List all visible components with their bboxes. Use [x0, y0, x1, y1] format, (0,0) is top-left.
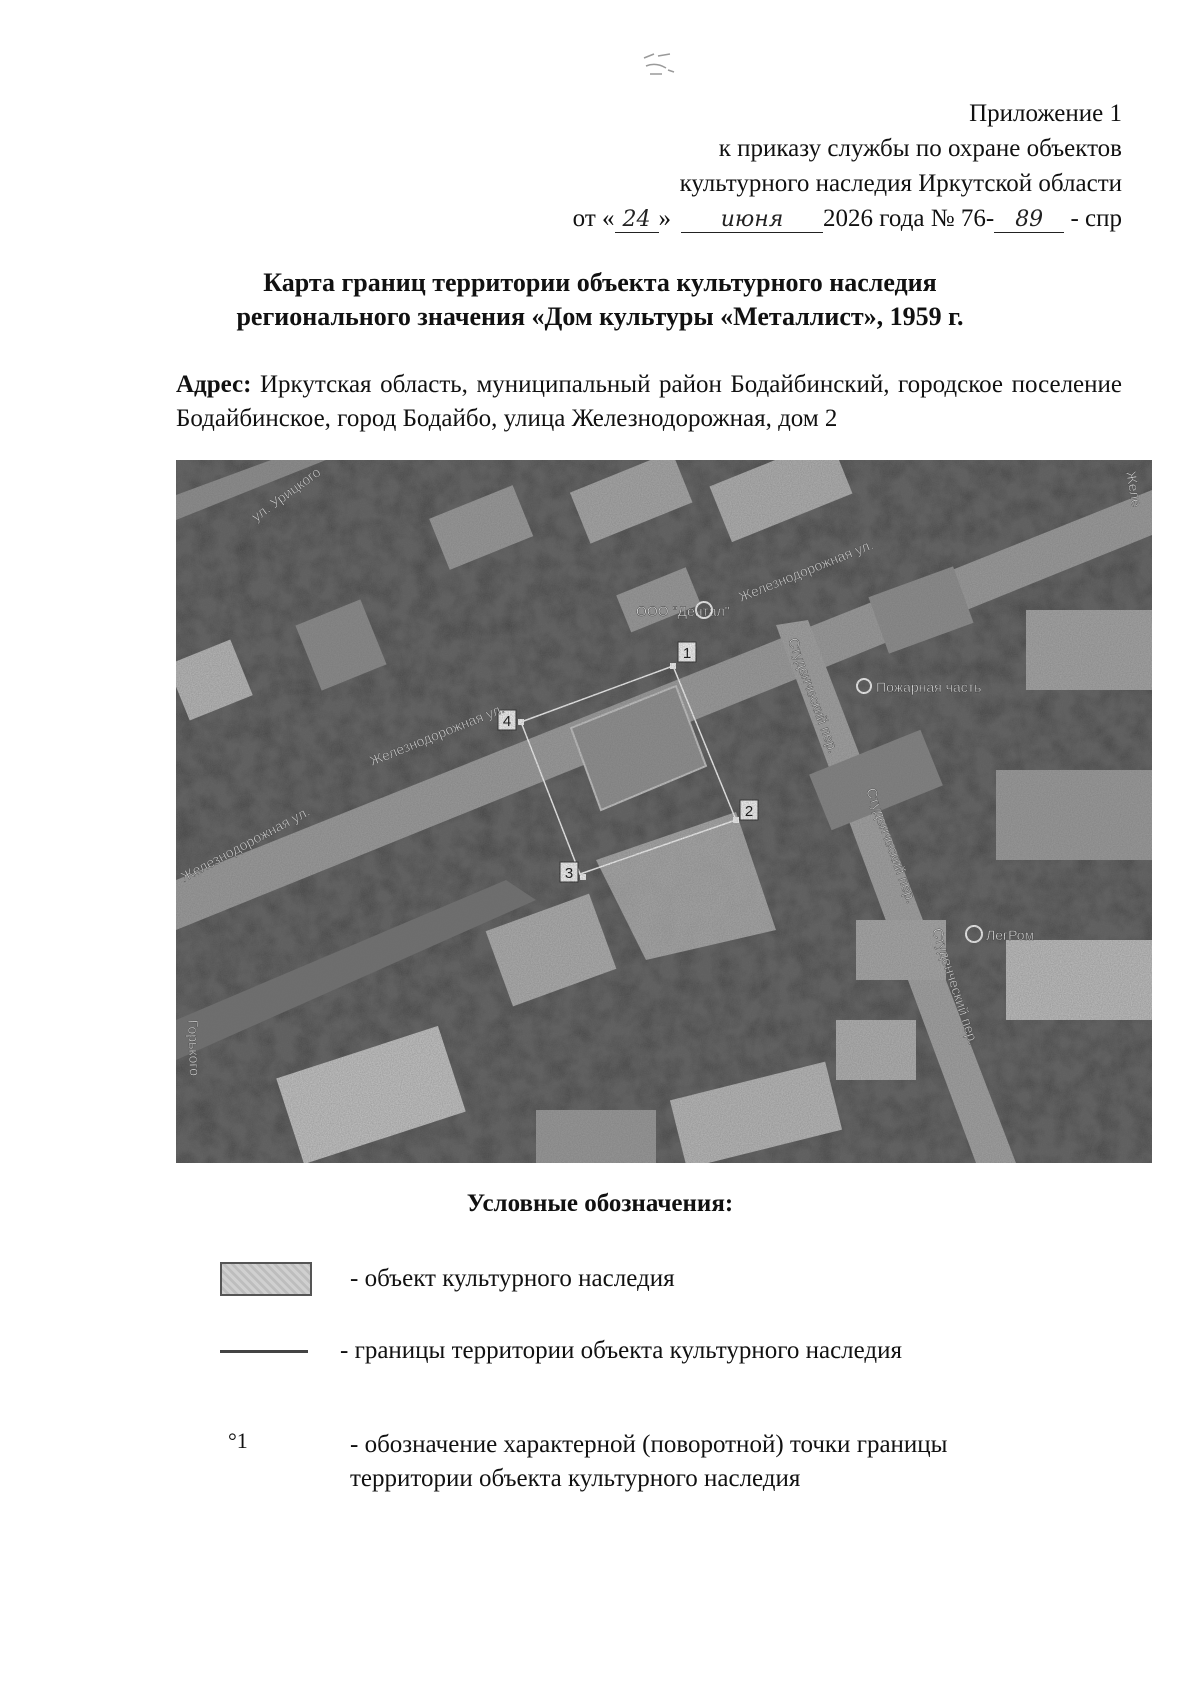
authority-line: культурного наследия Иркутской области — [679, 170, 1122, 197]
legend-title: Условные обозначения: — [466, 1190, 734, 1217]
address-label: Адрес: — [176, 371, 252, 398]
handwritten-day: 24 — [615, 208, 659, 233]
legend-item-object: - объект культурного наследия — [220, 1262, 1140, 1302]
handwritten-order-number: 89 — [994, 208, 1064, 233]
address-text: Иркутская область, муниципальный район Бодайбинский, городское поселение Бодайбинское, город Бодайбо, улица Железнодорожная, дом 2 — [176, 371, 1123, 432]
legend-item-point: °1 - обозначение характерной (поворотной) точки границы территории объекта культурного наследия — [220, 1424, 1140, 1504]
heritage-object-swatch — [220, 1262, 312, 1296]
order-reference-line: к приказу службы по охране объектов — [718, 135, 1122, 162]
satellite-map — [176, 460, 1152, 1163]
handwritten-month: июня — [681, 208, 823, 233]
address-paragraph — [176, 368, 1122, 436]
document-header — [573, 96, 1122, 236]
boundary-line-swatch — [220, 1350, 308, 1353]
order-date-line: от « 24 » июня 2026 года № 76- 89 - спр — [572, 205, 1122, 232]
legend-item-boundary: - границы территории объекта культурного наследия — [220, 1334, 1140, 1374]
document-title: Карта границ территории объекта культурного наследия регионального значения «Дом культуры «Металлист», 1959 г. — [236, 268, 964, 331]
scan-grain — [176, 460, 1152, 1163]
boundary-point-symbol: °1 — [228, 1428, 248, 1453]
stamp-mark — [640, 48, 680, 80]
appendix-label: Приложение 1 — [969, 100, 1122, 127]
